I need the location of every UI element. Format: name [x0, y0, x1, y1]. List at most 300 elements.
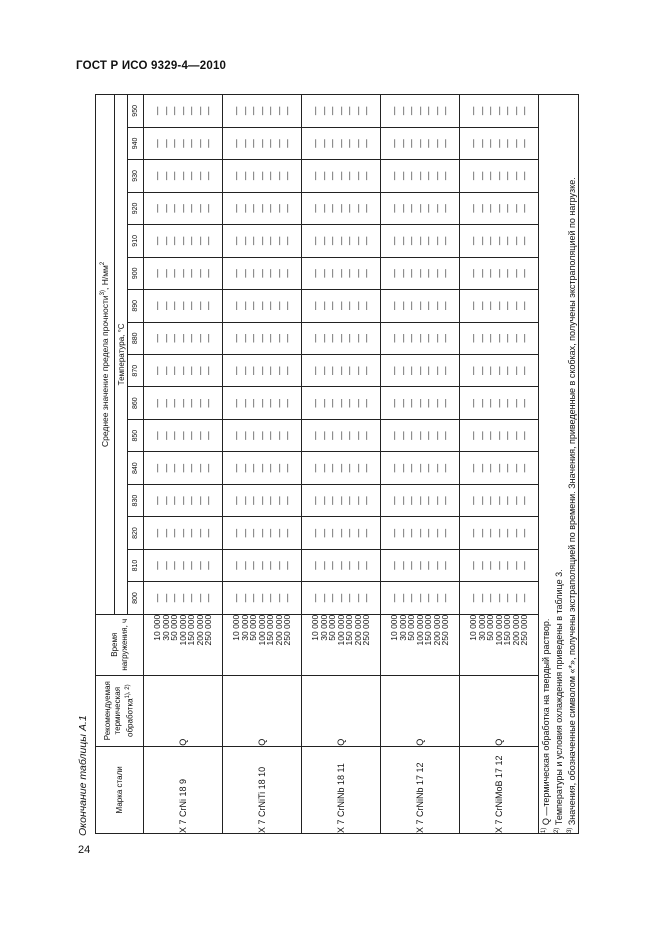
strength-value: — — [327, 269, 338, 278]
strength-value: — — [493, 528, 504, 538]
strength-value: — — [431, 204, 442, 213]
strength-value: — — [423, 431, 434, 440]
strength-value: — — [485, 366, 496, 375]
strength-value: — — [273, 496, 284, 505]
strength-value: — — [265, 398, 276, 408]
strength-value: — — [177, 496, 188, 505]
load-time-value: 100 000 — [256, 614, 267, 646]
strength-value: — — [344, 301, 355, 311]
footnote-mark: 1) — [541, 827, 547, 833]
strength-value: — — [256, 528, 267, 538]
strength-value: — — [493, 106, 504, 116]
strength-value: — — [282, 463, 293, 473]
strength-value: — — [361, 463, 372, 473]
strength-value: — — [265, 561, 276, 570]
strength-value: — — [282, 431, 293, 440]
load-time-value: 250 000 — [282, 614, 293, 646]
temp-header-cell: 810 — [128, 549, 144, 581]
treatment-cell: Q — [460, 675, 539, 746]
strength-value: — — [160, 593, 171, 603]
strength-value: — — [440, 561, 451, 570]
strength-value: — — [152, 334, 163, 343]
strength-value: — — [476, 236, 487, 246]
strength-value: — — [231, 593, 242, 603]
strength-value: — — [203, 171, 214, 181]
strength-value: — — [519, 431, 530, 440]
strength-value: — — [397, 334, 408, 343]
strength-value: — — [248, 171, 259, 181]
strength-value-cell — [302, 192, 381, 224]
strength-value: — — [169, 496, 180, 505]
strength-value: — — [186, 496, 197, 505]
strength-value: — — [177, 204, 188, 213]
strength-value: — — [239, 593, 250, 603]
strength-value: — — [265, 366, 276, 375]
strength-value: — — [169, 106, 180, 116]
strength-value: — — [352, 431, 363, 440]
strength-value: — — [389, 301, 400, 311]
strength-value: — — [414, 431, 425, 440]
strength-value: — — [265, 301, 276, 311]
strength-value: — — [248, 106, 259, 116]
strength-value: — — [273, 398, 284, 408]
load-time-value: 150 000 — [265, 614, 276, 646]
strength-value: — — [389, 334, 400, 343]
strength-value: — — [423, 139, 434, 148]
strength-value: — — [239, 171, 250, 181]
col-header-grade: Марка стали — [96, 746, 144, 833]
strength-value: — — [169, 366, 180, 375]
strength-value: — — [231, 463, 242, 473]
strength-value: — — [318, 204, 329, 213]
col-header-time: Время нагружения, ч — [96, 614, 144, 675]
strength-value-cell — [144, 484, 223, 516]
strength-value: — — [248, 301, 259, 311]
strength-value: — — [186, 593, 197, 603]
treatment-cell: Q — [223, 675, 302, 746]
strength-value: — — [177, 398, 188, 408]
strength-value: — — [310, 463, 321, 473]
strength-value: — — [440, 269, 451, 278]
strength-value: — — [203, 463, 214, 473]
strength-value: — — [273, 171, 284, 181]
strength-value: — — [519, 269, 530, 278]
strength-value: — — [177, 366, 188, 375]
strength-value: — — [310, 171, 321, 181]
strength-value-cell — [460, 549, 539, 581]
strength-value: — — [169, 528, 180, 538]
strength-value: — — [335, 301, 346, 311]
steel-grade-cell: X 7 CrNiTi 18 10 — [223, 746, 302, 833]
strength-value-cell — [144, 160, 223, 192]
strength-value: — — [510, 301, 521, 311]
load-time-value: 10 000 — [152, 614, 163, 641]
load-time-value: 250 000 — [361, 614, 372, 646]
load-time-cell — [460, 614, 539, 675]
strength-value: — — [406, 463, 417, 473]
strength-value-cell — [144, 582, 223, 614]
load-time-cell — [302, 614, 381, 675]
strength-value: — — [186, 204, 197, 213]
strength-value: — — [440, 528, 451, 538]
strength-value: — — [493, 171, 504, 181]
strength-value-cell — [223, 257, 302, 289]
strength-value: — — [256, 139, 267, 148]
strength-value: — — [352, 139, 363, 148]
strength-value: — — [414, 139, 425, 148]
strength-value: — — [510, 171, 521, 181]
strength-value: — — [440, 171, 451, 181]
strength-value-cell — [381, 355, 460, 387]
strength-value: — — [423, 269, 434, 278]
strength-value: — — [510, 334, 521, 343]
strength-value: — — [239, 463, 250, 473]
strength-value: — — [519, 171, 530, 181]
strength-value: — — [397, 139, 408, 148]
strength-value: — — [160, 301, 171, 311]
strength-value-cell — [302, 387, 381, 419]
strength-value: — — [389, 398, 400, 408]
footnote — [552, 95, 565, 833]
strength-value: — — [414, 204, 425, 213]
strength-value: — — [282, 528, 293, 538]
strength-value-cell — [144, 452, 223, 484]
strength-value: — — [265, 463, 276, 473]
strength-value: — — [152, 463, 163, 473]
strength-value: — — [485, 139, 496, 148]
strength-value: — — [440, 463, 451, 473]
strength-value-cell — [223, 290, 302, 322]
strength-value: — — [468, 496, 479, 505]
strength-value: — — [423, 106, 434, 116]
footnotes — [539, 95, 579, 834]
strength-value-cell — [460, 419, 539, 451]
load-time-value: 100 000 — [177, 614, 188, 646]
strength-value: — — [177, 269, 188, 278]
strength-value: — — [282, 496, 293, 505]
strength-value: — — [485, 593, 496, 603]
load-time-value: 30 000 — [239, 614, 250, 641]
strength-value: — — [169, 398, 180, 408]
strength-value: — — [160, 561, 171, 570]
strength-value: — — [327, 593, 338, 603]
strength-value: — — [194, 269, 205, 278]
strength-value: — — [423, 334, 434, 343]
strength-value: — — [519, 301, 530, 311]
strength-value: — — [318, 269, 329, 278]
strength-value: — — [265, 269, 276, 278]
strength-value: — — [248, 334, 259, 343]
strength-value: — — [493, 463, 504, 473]
strength-value-cell — [223, 387, 302, 419]
strength-value: — — [310, 561, 321, 570]
strength-value: — — [423, 561, 434, 570]
strength-value-cell — [460, 452, 539, 484]
strength-value: — — [431, 593, 442, 603]
strength-value: — — [493, 593, 504, 603]
strength-value-cell — [144, 192, 223, 224]
strength-value: — — [239, 204, 250, 213]
strength-value: — — [493, 334, 504, 343]
load-time-value: 50 000 — [406, 614, 417, 641]
strength-value: — — [203, 204, 214, 213]
strength-value: — — [256, 593, 267, 603]
load-time-value: 30 000 — [160, 614, 171, 641]
strength-value-cell — [302, 225, 381, 257]
strength-value: — — [282, 561, 293, 570]
strength-value: — — [239, 139, 250, 148]
temp-header-cell: 910 — [128, 225, 144, 257]
strength-value: — — [203, 593, 214, 603]
load-time-value: 10 000 — [389, 614, 400, 641]
strength-value: — — [327, 106, 338, 116]
strength-value: — — [203, 561, 214, 570]
strength-value: — — [282, 366, 293, 375]
strength-value: — — [414, 106, 425, 116]
strength-value: — — [431, 301, 442, 311]
strength-value: — — [414, 236, 425, 246]
strength-value: — — [468, 528, 479, 538]
strength-value: — — [318, 366, 329, 375]
strength-value: — — [152, 139, 163, 148]
strength-value: — — [273, 431, 284, 440]
strength-value: — — [231, 106, 242, 116]
strength-value: — — [361, 431, 372, 440]
strength-value: — — [273, 593, 284, 603]
strength-value-cell — [223, 322, 302, 354]
strength-value: — — [194, 204, 205, 213]
strength-value: — — [265, 334, 276, 343]
strength-value: — — [423, 171, 434, 181]
strength-value: — — [186, 431, 197, 440]
strength-value-cell — [144, 549, 223, 581]
strength-value: — — [344, 106, 355, 116]
strength-value: — — [248, 496, 259, 505]
strength-value: — — [169, 301, 180, 311]
strength-value-cell — [223, 127, 302, 159]
strength-value: — — [485, 398, 496, 408]
strength-value: — — [361, 398, 372, 408]
strength-value-cell — [381, 127, 460, 159]
strength-value: — — [476, 463, 487, 473]
footnotes-row — [539, 95, 579, 834]
strength-value: — — [239, 561, 250, 570]
strength-value-cell — [223, 484, 302, 516]
temp-header-cell: 860 — [128, 387, 144, 419]
temp-header-cell: 880 — [128, 322, 144, 354]
strength-value: — — [186, 561, 197, 570]
footnote — [565, 95, 578, 833]
strength-value: — — [327, 398, 338, 408]
strength-value: — — [485, 106, 496, 116]
strength-value: — — [344, 561, 355, 570]
strength-value: — — [239, 236, 250, 246]
strength-value-cell — [302, 484, 381, 516]
strength-value: — — [406, 301, 417, 311]
strength-value: — — [414, 334, 425, 343]
strength-value: — — [203, 269, 214, 278]
strength-value: — — [231, 236, 242, 246]
strength-value: — — [177, 236, 188, 246]
footnote-mark: 3) — [567, 827, 573, 833]
strength-value: — — [502, 269, 513, 278]
strength-value: — — [468, 301, 479, 311]
strength-value: — — [423, 593, 434, 603]
strength-value-cell — [460, 192, 539, 224]
temp-header-cell: 950 — [128, 95, 144, 128]
strength-value: — — [239, 398, 250, 408]
strength-value: — — [406, 398, 417, 408]
strength-value: — — [476, 139, 487, 148]
strength-value: — — [468, 398, 479, 408]
strength-value: — — [510, 204, 521, 213]
strength-value: — — [152, 269, 163, 278]
strength-value: — — [169, 139, 180, 148]
strength-value: — — [423, 528, 434, 538]
strength-value: — — [352, 561, 363, 570]
strength-value: — — [256, 236, 267, 246]
strength-value: — — [431, 528, 442, 538]
strength-value-cell — [223, 517, 302, 549]
strength-value: — — [493, 561, 504, 570]
strength-value: — — [414, 593, 425, 603]
strength-value: — — [231, 334, 242, 343]
strength-value: — — [476, 269, 487, 278]
strength-value-cell — [460, 517, 539, 549]
strength-value: — — [194, 366, 205, 375]
strength-value: — — [389, 204, 400, 213]
strength-value: — — [476, 334, 487, 343]
strength-value-cell — [144, 127, 223, 159]
strength-value: — — [502, 334, 513, 343]
strength-value: — — [177, 431, 188, 440]
document-header: ГОСТ Р ИСО 9329-4—2010 — [76, 60, 227, 72]
strength-value: — — [502, 593, 513, 603]
strength-value: — — [327, 561, 338, 570]
strength-value: — — [318, 528, 329, 538]
load-time-value: 100 000 — [335, 614, 346, 646]
strength-value-cell — [302, 322, 381, 354]
strength-value: — — [468, 236, 479, 246]
strength-value: — — [468, 334, 479, 343]
strength-value: — — [493, 269, 504, 278]
strength-value: — — [318, 463, 329, 473]
strength-value: — — [493, 366, 504, 375]
strength-value: — — [239, 431, 250, 440]
table-row — [223, 95, 302, 834]
table-caption: Окончание таблицы А.1 — [77, 715, 89, 836]
strength-value: — — [502, 463, 513, 473]
strength-value: — — [485, 496, 496, 505]
strength-value: — — [273, 528, 284, 538]
strength-value: — — [256, 431, 267, 440]
strength-value: — — [160, 106, 171, 116]
strength-value: — — [440, 204, 451, 213]
strength-value: — — [335, 593, 346, 603]
strength-value: — — [273, 301, 284, 311]
strength-value: — — [152, 301, 163, 311]
strength-value-cell — [144, 257, 223, 289]
page-number: 24 — [78, 844, 91, 856]
strength-value-cell — [381, 387, 460, 419]
strength-value: — — [177, 301, 188, 311]
strength-value: — — [344, 171, 355, 181]
strength-value: — — [519, 528, 530, 538]
strength-value: — — [510, 463, 521, 473]
strength-value: — — [440, 398, 451, 408]
strength-value: — — [265, 431, 276, 440]
strength-value-cell — [302, 517, 381, 549]
strength-value: — — [152, 431, 163, 440]
strength-value: — — [397, 398, 408, 408]
strength-value: — — [273, 269, 284, 278]
strength-value-cell — [381, 484, 460, 516]
strength-value: — — [476, 204, 487, 213]
strength-value: — — [352, 236, 363, 246]
strength-value: — — [476, 301, 487, 311]
load-time-value: 30 000 — [476, 614, 487, 641]
strength-value: — — [519, 139, 530, 148]
strength-value: — — [519, 398, 530, 408]
strength-value: — — [265, 171, 276, 181]
strength-value-cell — [144, 387, 223, 419]
strength-value-cell — [302, 290, 381, 322]
strength-value: — — [485, 236, 496, 246]
strength-value: — — [493, 204, 504, 213]
temp-header-cell: 900 — [128, 257, 144, 289]
strength-value: — — [468, 463, 479, 473]
load-time-value: 10 000 — [231, 614, 242, 641]
strength-value-cell — [144, 290, 223, 322]
strength-value: — — [431, 334, 442, 343]
strength-value: — — [231, 431, 242, 440]
strength-value: — — [519, 366, 530, 375]
strength-value: — — [273, 463, 284, 473]
steel-grade-cell: X 7 CrNiNb 17 12 — [381, 746, 460, 833]
strength-value: — — [194, 301, 205, 311]
strength-value: — — [389, 528, 400, 538]
strength-value: — — [248, 269, 259, 278]
strength-value: — — [169, 431, 180, 440]
strength-value: — — [389, 139, 400, 148]
strength-value: — — [502, 561, 513, 570]
strength-value: — — [256, 366, 267, 375]
strength-value: — — [502, 366, 513, 375]
strength-value: — — [152, 204, 163, 213]
strength-value: — — [327, 171, 338, 181]
strength-value: — — [282, 334, 293, 343]
strength-value: — — [282, 171, 293, 181]
strength-value: — — [502, 106, 513, 116]
strength-value: — — [169, 269, 180, 278]
strength-value: — — [239, 496, 250, 505]
strength-value: — — [160, 236, 171, 246]
strength-value: — — [431, 561, 442, 570]
strength-value-cell — [381, 419, 460, 451]
strength-value-cell — [460, 160, 539, 192]
strength-value: — — [160, 139, 171, 148]
strength-value: — — [186, 269, 197, 278]
load-time-value: 100 000 — [493, 614, 504, 646]
strength-value: — — [335, 398, 346, 408]
strength-value: — — [203, 366, 214, 375]
strength-value: — — [344, 463, 355, 473]
strength-value: — — [248, 431, 259, 440]
strength-value: — — [502, 431, 513, 440]
strength-value: — — [423, 236, 434, 246]
strength-value: — — [440, 301, 451, 311]
strength-value: — — [239, 366, 250, 375]
